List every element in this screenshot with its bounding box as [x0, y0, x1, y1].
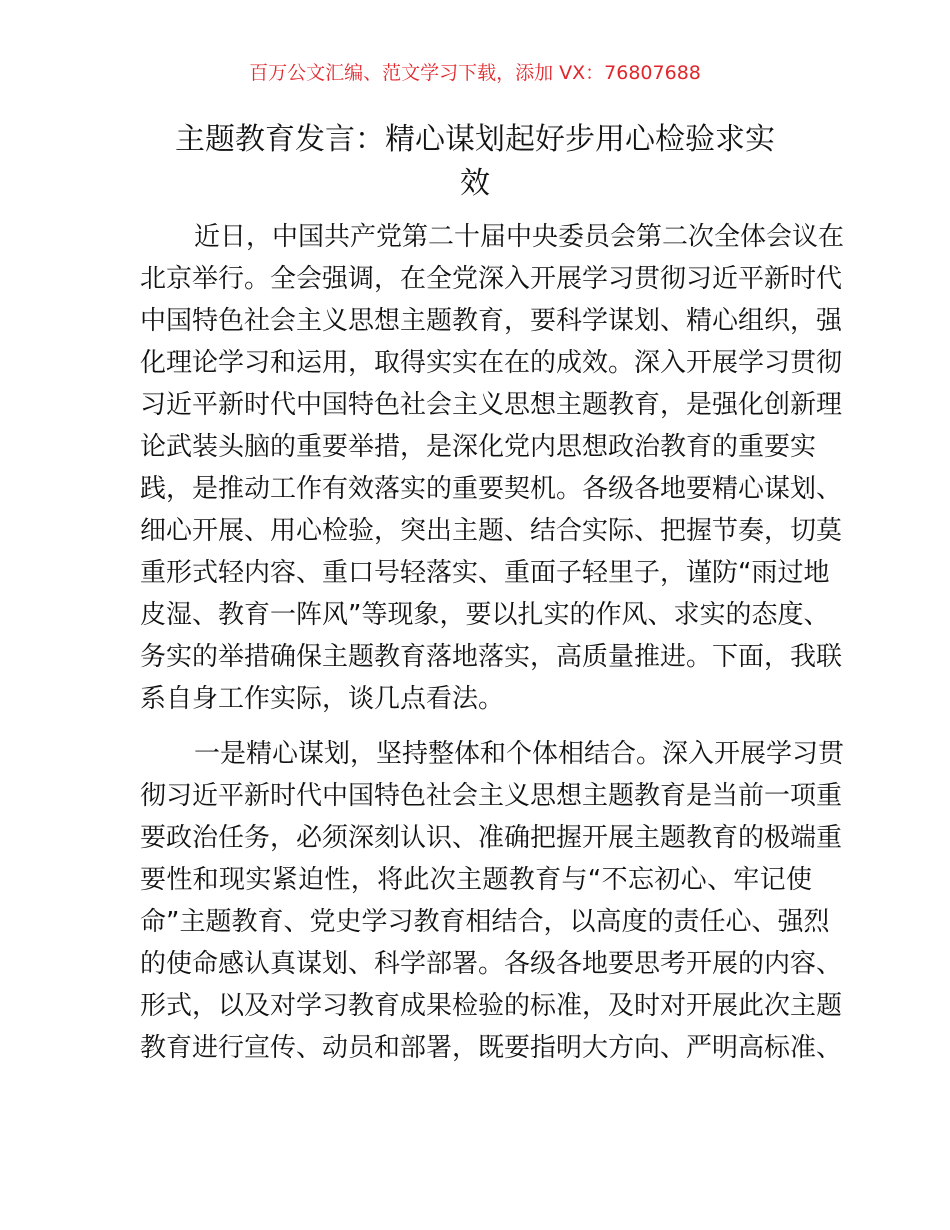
paragraph-line: 务实的举措确保主题教育落地落实，高质量推进。下面，我联 [140, 642, 843, 672]
paragraph-line: 彻习近平新时代中国特色社会主义思想主题教育是当前一项重 [140, 781, 843, 811]
paragraph-line: 重形式轻内容、重口号轻落实、重面子轻里子，谨防“雨过地 [140, 558, 830, 588]
paragraph-line: 系自身工作实际，谈几点看法。 [140, 684, 505, 714]
paragraph-line: 化理论学习和运用，取得实实在在的成效。深入开展学习贯彻 [140, 348, 843, 378]
paragraph-line: 近日，中国共产党第二十届中央委员会第二次全体会议在 [194, 222, 845, 252]
paragraph-line: 一是精心谋划，坚持整体和个体相结合。深入开展学习贯 [194, 739, 845, 769]
paragraph-line: 中国特色社会主义思想主题教育，要科学谋划、精心组织，强 [140, 306, 843, 336]
paragraph-line: 北京举行。全会强调，在全党深入开展学习贯彻习近平新时代 [140, 264, 843, 294]
document-body [140, 216, 845, 1082]
watermark-banner: 百万公文汇编、范文学习下载，添加 VX：76807688 [249, 62, 701, 84]
paragraph-line: 的使命感认真谋划、科学部署。各级各地要思考开展的内容、 [140, 949, 843, 979]
paragraph [140, 733, 845, 1069]
paragraph-line: 皮湿、教育一阵风”等现象，要以扎实的作风、求实的态度、 [140, 600, 830, 630]
paragraph-line: 形式，以及对学习教育成果检验的标准，及时对开展此次主题 [140, 991, 843, 1021]
title-line: 效 [460, 166, 490, 201]
paragraph-line: 细心开展、用心检验，突出主题、结合实际、把握节奏，切莫 [140, 516, 843, 546]
paragraph-line: 命”主题教育、党史学习教育相结合，以高度的责任心、强烈 [140, 907, 830, 937]
document-title [130, 118, 820, 206]
title-line: 主题教育发言：精心谋划起好步用心检验求实 [175, 122, 775, 157]
paragraph-line: 要政治任务，必须深刻认识、准确把握开展主题教育的极端重 [140, 823, 843, 853]
paragraph-line: 要性和现实紧迫性，将此次主题教育与“不忘初心、牢记使 [140, 865, 812, 895]
paragraph-line: 习近平新时代中国特色社会主义思想主题教育，是强化创新理 [140, 390, 843, 420]
paragraph-line: 践，是推动工作有效落实的重要契机。各级各地要精心谋划、 [140, 474, 843, 504]
paragraph [140, 216, 845, 720]
paragraph-line: 教育进行宣传、动员和部署，既要指明大方向、严明高标准、 [140, 1033, 843, 1063]
paragraph-line: 论武装头脑的重要举措，是深化党内思想政治教育的重要实 [140, 432, 817, 462]
